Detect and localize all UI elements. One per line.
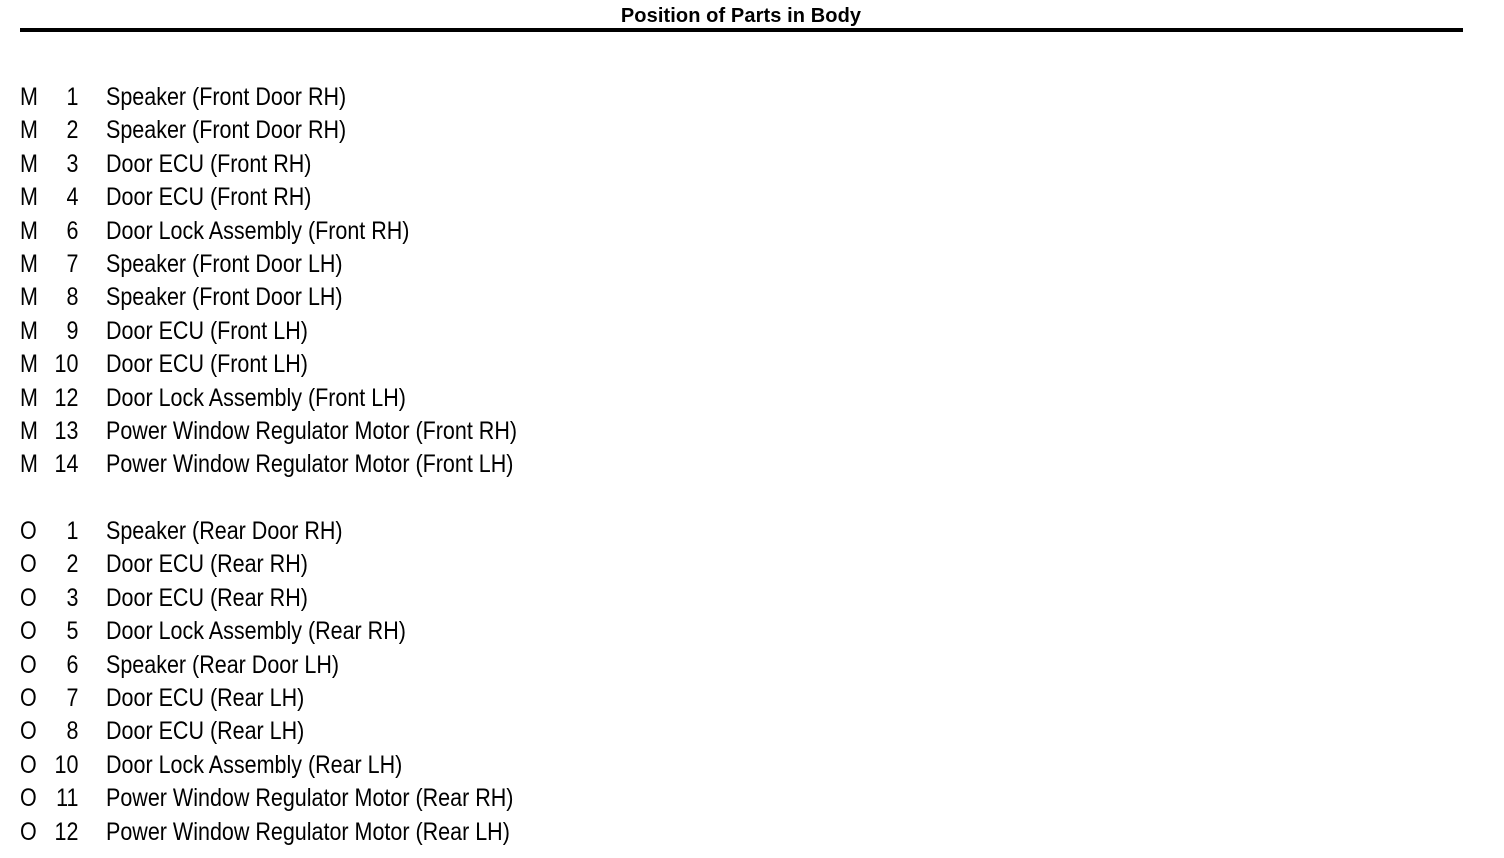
part-number: 3 xyxy=(66,583,79,612)
part-code: M xyxy=(20,316,38,345)
part-name: Door Lock Assembly (Rear LH) xyxy=(106,750,403,779)
part-name: Power Window Regulator Motor (Rear LH) xyxy=(106,817,510,846)
part-name: Power Window Regulator Motor (Rear RH) xyxy=(106,784,514,813)
part-number: 12 xyxy=(54,817,79,846)
part-name: Door ECU (Rear RH) xyxy=(106,550,308,579)
part-number: 8 xyxy=(66,283,79,312)
part-code: M xyxy=(20,216,38,245)
part-code: M xyxy=(20,350,38,379)
part-code: M xyxy=(20,83,38,111)
part-name: Speaker (Front Door LH) xyxy=(106,283,343,312)
part-number: 10 xyxy=(54,750,79,779)
part-name: Power Window Regulator Motor (Front LH) xyxy=(106,450,514,479)
part-name: Door Lock Assembly (Front RH) xyxy=(106,216,410,245)
part-code: M xyxy=(20,249,38,278)
part-code: O xyxy=(20,617,37,646)
part-code: O xyxy=(20,517,37,545)
part-name: Door ECU (Front RH) xyxy=(106,183,312,212)
part-name: Speaker (Rear Door RH) xyxy=(106,517,343,545)
title-divider xyxy=(20,28,1463,32)
part-number: 9 xyxy=(66,316,79,345)
part-number: 2 xyxy=(66,550,79,579)
part-code: O xyxy=(20,683,37,712)
part-name: Door ECU (Rear RH) xyxy=(106,583,308,612)
part-code: O xyxy=(20,750,37,779)
part-code: O xyxy=(20,583,37,612)
part-number: 2 xyxy=(66,116,79,145)
part-number: 12 xyxy=(54,383,79,412)
part-name: Door ECU (Front LH) xyxy=(106,316,308,345)
part-code: O xyxy=(20,717,37,746)
part-number: 1 xyxy=(66,83,79,111)
part-number: 4 xyxy=(66,183,79,212)
part-number: 10 xyxy=(54,350,79,379)
part-name: Speaker (Front Door RH) xyxy=(106,83,347,111)
part-code: M xyxy=(20,116,38,145)
part-number: 6 xyxy=(66,650,79,679)
part-code: M xyxy=(20,183,38,212)
page-title: Position of Parts in Body xyxy=(620,5,862,27)
part-name: Door ECU (Front RH) xyxy=(106,149,312,178)
part-name: Door ECU (Front LH) xyxy=(106,350,308,379)
part-name: Door Lock Assembly (Rear RH) xyxy=(106,617,406,646)
part-number: 7 xyxy=(66,683,79,712)
part-number: 13 xyxy=(54,416,79,445)
part-number: 6 xyxy=(66,216,79,245)
part-code: O xyxy=(20,650,37,679)
part-number: 7 xyxy=(66,249,79,278)
part-code: O xyxy=(20,550,37,579)
part-name: Speaker (Rear Door LH) xyxy=(106,650,340,679)
part-number: 11 xyxy=(56,784,79,813)
part-code: O xyxy=(20,817,37,846)
part-number: 5 xyxy=(66,617,79,646)
part-number: 1 xyxy=(66,517,79,545)
part-name: Door Lock Assembly (Front LH) xyxy=(106,383,406,412)
part-number: 14 xyxy=(54,450,79,479)
part-name: Speaker (Front Door RH) xyxy=(106,116,347,145)
part-code: M xyxy=(20,383,38,412)
part-code: M xyxy=(20,283,38,312)
part-name: Door ECU (Rear LH) xyxy=(106,683,305,712)
part-name: Power Window Regulator Motor (Front RH) xyxy=(106,416,518,445)
part-code: M xyxy=(20,416,38,445)
part-name: Door ECU (Rear LH) xyxy=(106,717,305,746)
part-number: 8 xyxy=(66,717,79,746)
part-code: M xyxy=(20,149,38,178)
part-number: 3 xyxy=(66,149,79,178)
part-name: Speaker (Front Door LH) xyxy=(106,249,343,278)
part-code: O xyxy=(20,784,37,813)
part-code: M xyxy=(20,450,38,479)
